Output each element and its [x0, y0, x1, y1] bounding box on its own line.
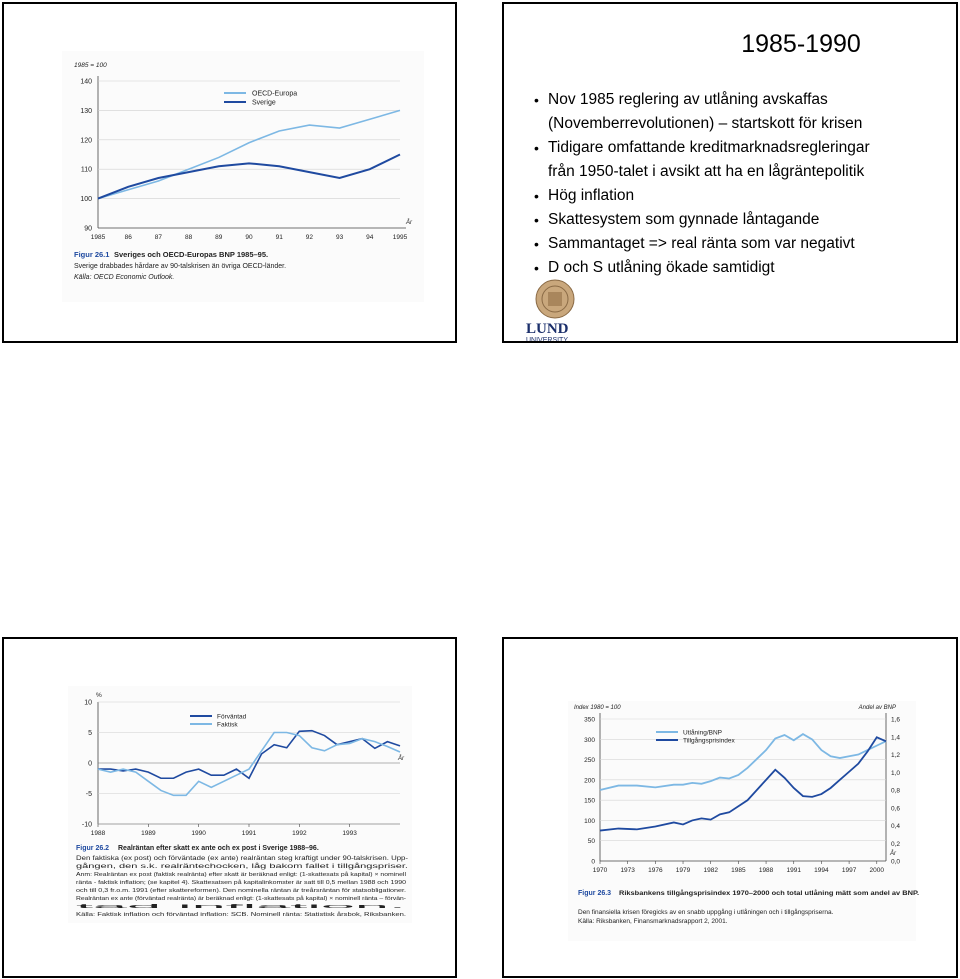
- scan-paper: [568, 701, 916, 941]
- legend-label: Faktisk: [217, 721, 238, 729]
- y-tick-label: 90: [84, 225, 92, 233]
- y-tick-label: 110: [80, 166, 92, 174]
- bullet-text: från 1950-talet i avsikt att ha en lågräntepolitik: [548, 163, 865, 180]
- slide-asset-price-chart: [502, 637, 958, 978]
- x-tick-label: 1970: [592, 867, 608, 874]
- x-tick-label: 94: [366, 234, 374, 241]
- bullet-text: (Novemberrevolutionen) – startskott för krisen: [548, 115, 863, 132]
- figure-number: Figur 26.2: [76, 845, 110, 852]
- y-tick-label: -10: [81, 821, 92, 829]
- left-unit-label: Index 1980 = 100: [574, 705, 621, 711]
- right-tick-label: 1,0: [891, 769, 901, 777]
- legend-label: Förväntad: [217, 713, 247, 721]
- caption-line: ränta - faktisk inflation; (se kapitel 4). Skattesatsen på kapitalinkomster är satt till 0,5 mellan 1988 och 1990: [76, 880, 331, 886]
- bullet-text: • Skattesystem som gynnade låntagande: [548, 211, 820, 228]
- x-tick-label: 1976: [648, 867, 663, 874]
- legend-label: Sverige: [252, 99, 276, 107]
- bullet-text: • Sammantaget => real ränta som var negativt: [548, 235, 855, 252]
- asset-price-figure: [504, 639, 956, 976]
- y-tick-label: -5: [85, 791, 92, 798]
- x-tick-label: 89: [215, 234, 223, 241]
- slide-1985-1990: [502, 2, 958, 343]
- left-tick-label: 0: [591, 858, 595, 866]
- caption-line: gången, den s.k. realräntechocken, låg bakom fallet i tillgångspriser.: [76, 863, 272, 870]
- right-tick-label: 1,6: [891, 716, 901, 724]
- bullet-text: • Nov 1985 reglering av utlåning avskaffas: [548, 91, 828, 108]
- right-tick-label: 1,4: [891, 734, 901, 742]
- bullet-item: [534, 136, 954, 184]
- lund-university-logo: [526, 279, 588, 343]
- bullet-item: [534, 184, 954, 208]
- bullet-text: • Tidigare omfattande kreditmarknadsregleringar: [548, 139, 870, 156]
- slide-real-rate-chart: [2, 637, 457, 978]
- x-tick-label: 1991: [786, 867, 801, 874]
- x-unit-label: År: [398, 756, 404, 762]
- x-tick-label: 1988: [90, 830, 106, 837]
- legend-label: OECD-Europa: [252, 90, 298, 98]
- x-tick-label: 1985: [90, 234, 106, 241]
- slide-title: 1985-1990: [741, 30, 861, 58]
- right-tick-label: 1,2: [891, 752, 901, 759]
- x-tick-label: 1991: [241, 830, 257, 837]
- x-tick-label: 1992: [292, 830, 307, 837]
- unit-label: 1985 = 100: [74, 62, 107, 69]
- bullet-text: • Hög inflation: [548, 187, 635, 204]
- right-unit-label: Andel av BNP: [858, 705, 896, 711]
- legend-label: Utlåning/BNP: [683, 729, 723, 737]
- x-tick-label: 2000: [869, 867, 885, 874]
- x-tick-label: 1994: [814, 867, 829, 874]
- right-tick-label: 0,2: [891, 840, 901, 848]
- figure-title: Sveriges och OECD-Europas BNP 1985–95.: [114, 250, 269, 259]
- right-tick-label: 0,6: [891, 805, 901, 813]
- bullet-item: [534, 88, 954, 136]
- x-tick-label: 93: [335, 234, 344, 241]
- legend-label: Tillgångsprisindex: [683, 737, 735, 745]
- figure-source: Källa: OECD Economic Outlook.: [74, 274, 175, 281]
- caption-line: och till 0,3 fr.o.m. 1991 (efter skattereformen). Den nominella räntan är treårsräntan för statsobligationer.: [76, 888, 325, 894]
- x-tick-label: 1993: [342, 830, 357, 837]
- right-tick-label: 0,0: [891, 858, 901, 866]
- caption-line: Den faktiska (ex post) och förväntade (ex ante) realräntan steg kraftigt under 90-talskrisen. Upp-: [76, 855, 408, 862]
- logo-subtext: UNIVERSITY: [526, 337, 569, 343]
- figure-title: Realräntan efter skatt ex ante och ex post i Sverige 1988–96.: [118, 845, 319, 852]
- x-tick-label: 91: [275, 234, 283, 241]
- bullet-item: [534, 232, 954, 256]
- left-tick-label: 250: [584, 757, 595, 765]
- x-unit-label: År: [890, 851, 896, 857]
- left-tick-label: 300: [584, 736, 595, 744]
- x-tick-label: 1985: [731, 867, 746, 874]
- y-tick-label: 130: [80, 107, 92, 115]
- real-rate-figure: [4, 639, 455, 976]
- y-tick-label: 10: [84, 699, 92, 707]
- y-tick-label: 0: [88, 760, 92, 768]
- y-tick-label: 140: [80, 78, 92, 86]
- caption-line: Anm: Realräntan ex post (faktisk realränta) efter skatt är beräknad enligt: (1-skattesats på kapital) × nominell: [76, 872, 335, 878]
- y-tick-label: 5: [88, 730, 92, 737]
- caption-line: tad inflation.: [76, 904, 406, 910]
- figure-text: Sverige drabbades hårdare av 90-talskrisen än övriga OECD-länder.: [74, 263, 287, 270]
- caption-line: Realräntan ex ante (förväntad realränta) är beräknad enligt: (1-skattesats på kapital) × nominell ränta – förvän-: [76, 896, 340, 902]
- figure-number: Figur 26.1: [74, 250, 110, 259]
- logo-text: LUND: [526, 321, 569, 337]
- left-tick-label: 200: [584, 777, 595, 785]
- x-tick-label: 90: [245, 234, 253, 241]
- x-tick-label: 86: [124, 234, 132, 241]
- caption-line: Källa: Riksbanken, Finansmarknadsrapport 2, 2001.: [578, 918, 728, 925]
- x-tick-label: 88: [184, 234, 193, 241]
- x-tick-label: 1979: [675, 867, 691, 874]
- y-tick-label: 120: [80, 137, 92, 145]
- x-tick-label: 1988: [758, 867, 774, 874]
- x-tick-label: 1990: [191, 830, 206, 837]
- x-tick-label: 1973: [620, 867, 635, 874]
- left-tick-label: 150: [584, 797, 595, 805]
- x-tick-label: 92: [305, 234, 314, 241]
- bullet-item: [534, 208, 954, 232]
- left-tick-label: 100: [584, 817, 595, 825]
- bullet-item: [534, 256, 954, 280]
- x-tick-label: 1995: [392, 234, 408, 241]
- x-tick-label: 1982: [703, 867, 718, 874]
- x-tick-label: 1989: [141, 830, 156, 837]
- x-tick-label: 87: [154, 234, 163, 241]
- caption-line: Källa: Faktisk inflation och förväntad inflation: SCB. Nominell ränta: Statistisk årsbok, Riksbanken.: [76, 912, 310, 918]
- right-tick-label: 0,4: [891, 823, 901, 830]
- left-tick-label: 350: [584, 716, 595, 724]
- right-tick-label: 0,8: [891, 787, 901, 795]
- left-tick-label: 50: [587, 838, 595, 846]
- unit-label: %: [96, 692, 102, 699]
- x-tick-label: 1997: [841, 867, 857, 874]
- slide-gdp-chart: [2, 2, 457, 343]
- bullet-text: • D och S utlåning ökade samtidigt: [548, 259, 775, 276]
- bullet-list: [534, 88, 954, 280]
- caption-line: Den finansiella krisen föregicks av en snabb uppgång i utlåningen och i tillgångspriserna.: [578, 909, 834, 916]
- y-tick-label: 100: [80, 196, 92, 204]
- figure-number: Figur 26.3: [578, 890, 612, 897]
- gdp-figure: [4, 4, 455, 341]
- figure-title: Riksbankens tillgångsprisindex 1970–2000 och total utlåning mätt som andel av BNP.: [619, 890, 894, 897]
- x-unit-label: År: [406, 220, 412, 226]
